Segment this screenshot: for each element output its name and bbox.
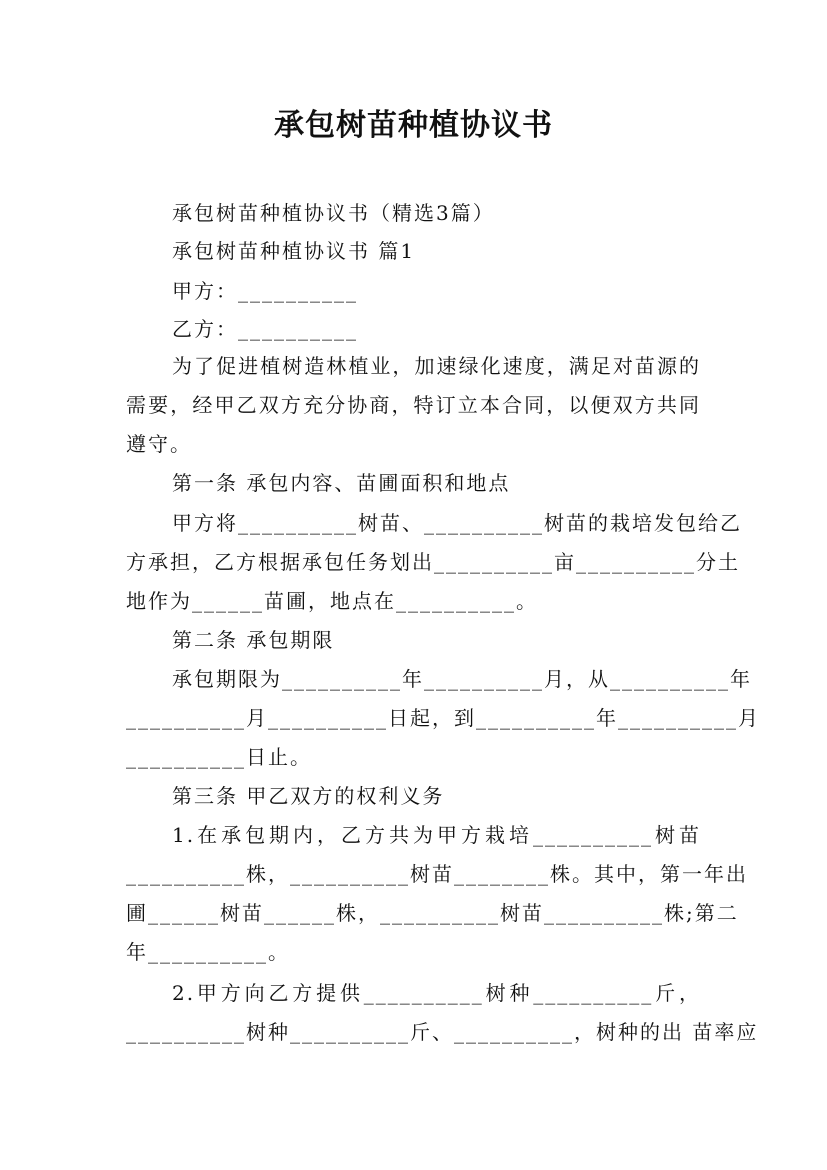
paragraph-line: 1.在承包期内，乙方共为甲方栽培__________树苗 <box>172 823 701 847</box>
paragraph-line: 地作为______苗圃，地点在__________。 <box>126 589 538 613</box>
paragraph-line: 为了促进植树造林植业，加速绿化速度，满足对苗源的 <box>172 354 701 378</box>
paragraph-line: 2.甲方向乙方提供__________树种__________斤， <box>172 981 701 1005</box>
paragraph-line: 甲方将__________树苗、__________树苗的栽培发包给乙 <box>172 511 742 535</box>
document-title: 承包树苗种植协议书 <box>274 108 553 143</box>
paragraph-line: __________株，__________树苗________株。其中，第一年出 <box>126 862 748 886</box>
party-b-line: 乙方：__________ <box>172 317 358 341</box>
paragraph-line: 方承担，乙方根据承包任务划出__________亩__________分土 <box>126 550 740 574</box>
paragraph-line: 年__________。 <box>126 940 290 964</box>
paragraph-line: __________日止。 <box>126 745 312 769</box>
subtitle-line: 承包树苗种植协议书（精选3篇） <box>172 201 495 225</box>
article-heading: 第一条 承包内容、苗圃面积和地点 <box>172 471 511 495</box>
section-heading: 承包树苗种植协议书 篇1 <box>172 239 416 263</box>
paragraph-line: __________树种__________斤、__________，树种的出 苗率应 <box>126 1020 759 1044</box>
article-heading: 第三条 甲乙双方的权利义务 <box>172 784 445 808</box>
paragraph-line: 遵守。 <box>126 432 192 456</box>
paragraph-line: 圃______树苗______株，__________树苗__________株;第二 <box>126 901 739 925</box>
paragraph-line: __________月__________日起，到__________年__________月 <box>126 706 760 730</box>
article-heading: 第二条 承包期限 <box>172 628 335 652</box>
party-a-line: 甲方：__________ <box>172 279 358 303</box>
paragraph-line: 承包期限为__________年__________月，从__________年 <box>172 667 752 691</box>
paragraph-line: 需要，经甲乙双方充分协商，特订立本合同，以便双方共同 <box>126 393 701 417</box>
